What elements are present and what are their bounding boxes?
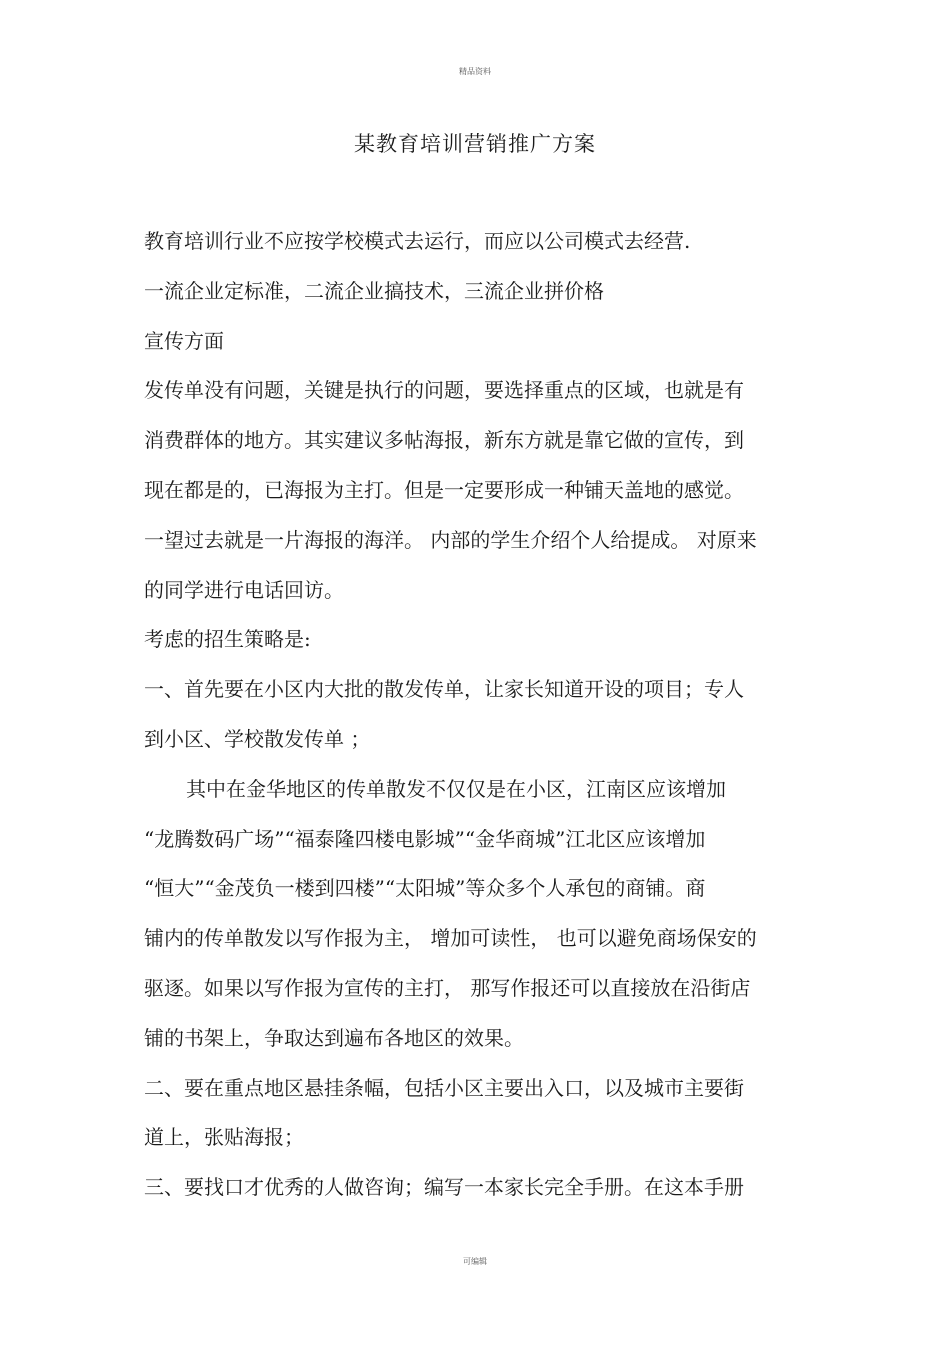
paragraph-line: 发传单没有问题，关键是执行的问题，要选择重点的区域，也就是有 xyxy=(144,378,744,403)
paragraph-line: 一、首先要在小区内大批的散发传单，让家长知道开设的项目；专人 xyxy=(144,677,744,702)
paragraph-line: 道上，张贴海报； xyxy=(144,1125,304,1150)
paragraph-line: 考虑的招生策略是: xyxy=(144,627,311,652)
paragraph-line: 三、要找口才优秀的人做咨询；编写一本家长完全手册。在这本手册 xyxy=(144,1175,744,1200)
paragraph-line: 驱逐。如果以写作报为宣传的主打， 那写作报还可以直接放在沿街店 xyxy=(144,975,751,1000)
paragraph-line: 一望过去就是一片海报的海洋。 内部的学生介绍个人给提成。 对原来 xyxy=(144,527,757,552)
paragraph-line: 二、要在重点地区悬挂条幅，包括小区主要出入口，以及城市主要街 xyxy=(144,1075,744,1100)
paragraph-line: 到小区、学校散发传单 ； xyxy=(144,726,371,751)
paragraph-line: 铺内的传单散发以写作报为主， 增加可读性， 也可以避免商场保安的 xyxy=(144,926,757,951)
paragraph-line: 一流企业定标准，二流企业搞技术，三流企业拼价格 xyxy=(144,278,604,303)
paragraph-line: 现在都是的，已海报为主打。但是一定要形成一种铺天盖地的感觉。 xyxy=(144,477,744,502)
paragraph-line: 消费群体的地方。其实建议多帖海报，新东方就是靠它做的宣传，到 xyxy=(144,428,744,453)
document-body xyxy=(144,226,824,1222)
paragraph-line: “恒大”“金茂负一楼到四楼”“太阳城”等众多个人承包的商铺。商 xyxy=(144,876,706,901)
header-watermark: 精品资料 xyxy=(459,67,491,76)
paragraph-line: 教育培训行业不应按学校模式去运行，而应以公司模式去经营. xyxy=(144,229,691,253)
footer-watermark: 可编辑 xyxy=(463,1257,487,1266)
paragraph-line: “龙腾数码广场”“福泰隆四楼电影城”“金华商城”江北区应该增加 xyxy=(144,826,706,851)
document-title: 某教育培训营销推广方案 xyxy=(354,132,596,156)
paragraph-line: 的同学进行电话回访。 xyxy=(144,577,344,602)
paragraph-line: 其中在金华地区的传单散发不仅仅是在小区，江南区应该增加 xyxy=(186,776,726,801)
section-heading: 宣传方面 xyxy=(144,328,224,353)
paragraph-line: 铺的书架上，争取达到遍布各地区的效果。 xyxy=(144,1025,524,1050)
